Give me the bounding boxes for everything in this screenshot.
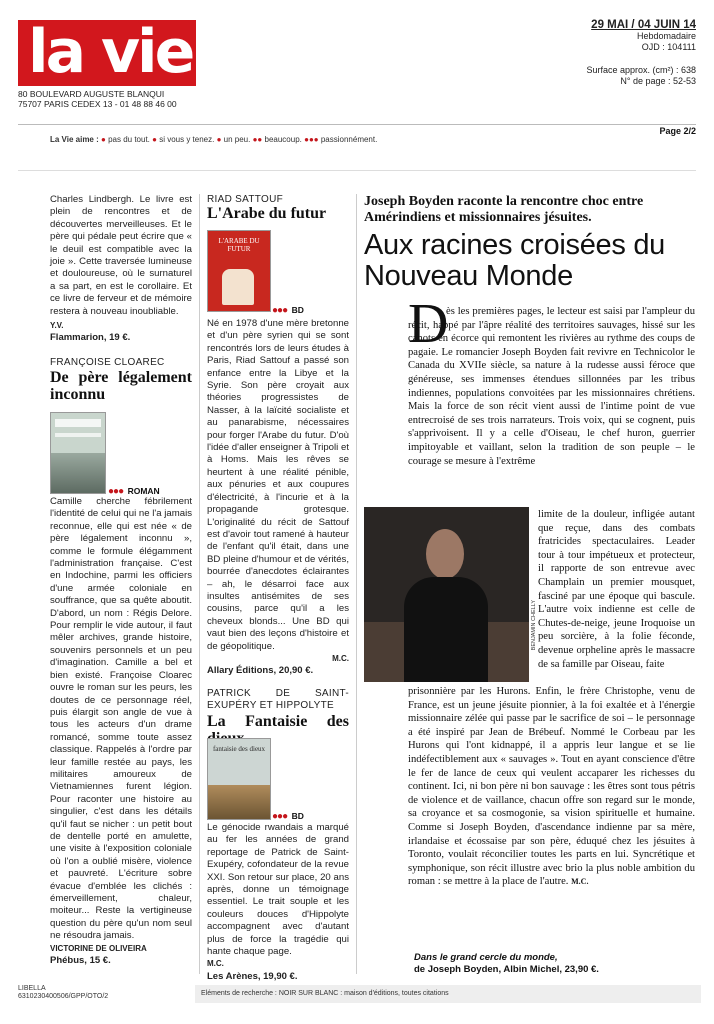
footer-line-1: LIBELLA: [18, 985, 46, 992]
book-author: FRANÇOISE CLOAREC: [50, 356, 165, 368]
review-body: [207, 318, 349, 747]
review-text: Le génocide rwandais a marqué au fer les années de grand reportage de Patrick de Saint-Exupéry, cofondateur de la revue XXI. Son retour sur place, 20 ans après, donne un témoignage essentiel. Le trait souple et les couleurs douces d'Hippolyte accompagnent avec d'autant plus de force la tragédie qui hante chaque page.: [207, 822, 349, 958]
rating-legend: [50, 135, 377, 144]
book-reference-title: Dans le grand cercle du monde,: [414, 952, 558, 963]
article-lead: ès les premières pages, le lecteur est saisi par l'ampleur du récit, happé par l'âpre réalité des territoires sauvages, hissé sur les canots en écorce qui remontent les rivières au rythme des coups de pagaie. Le romancier Joseph Boyden fait revivre en Technicolor le Canada du XVIIe siècle, sa nature à la rudesse aussi féroce que généreuse, ses immenses étendues sillonnées par les tribus indiennes, populations convoitées par les missionnaires chrétiens. Mais la force de son récit vient aussi de l'intime point de vue entrecroisé de ses trois narrateurs. Trois voix, qui se cognent, puis s'apprivoisent. Il y a celle d'Oiseau, le chef huron, guerrier impitoyable et vaillant, selon la tradition de son peuple – le courage se mesure à l'extrême: [408, 306, 695, 467]
address-line-1: 80 BOULEVARD AUGUSTE BLANQUI: [18, 89, 165, 99]
pill-icon: ●●●: [304, 135, 319, 144]
address-line-2: 75707 PARIS CEDEX 13 - 01 48 88 46 00: [18, 99, 177, 109]
legend-item: si vous y tenez.: [159, 135, 215, 144]
ojd: OJD : 104111: [641, 42, 696, 52]
pill-icon: ●: [101, 135, 106, 144]
legend-item: pas du tout.: [108, 135, 150, 144]
signature: M.C.: [207, 959, 224, 969]
signature: VICTORINE DE OLIVEIRA: [50, 943, 147, 953]
column-1: [50, 194, 192, 403]
publisher: Phébus, 15 €.: [50, 955, 111, 967]
review-text: Né en 1978 d'une mère bretonne et d'un père syrien qui se sont rencontrés lors de leurs études à Paris, Riad Sattouf a passé son enfance entre la Libye et la Syrie. Son père croyait aux théories progressistes de Nasser, à la laïcité socialiste et au panarabisme, nécessaires pour forger l'Arabe du futur. D'où l'idée d'aller enseigner à Tripoli et à Homs. Mais les rêves se heurtent à une réalité pénible, aux pénuries et aux coupures d'électricité, à l'incurie et à la propagande grotesque. L'originalité du récit de Sattouf est d'avoir tout ramené à hauteur de l'enfant qu'il était, dans une BD pleine d'humour et de vérités, bourrée d'anecdotes éclairantes – ah, le désarroi face aux insultes antisémites de ses cousins, parce qu'il a les cheveux blonds... Une BD qui vaut bien des leçons d'histoire et de géopolitique.: [207, 318, 349, 652]
pill-icon: ●●●: [108, 486, 124, 497]
author-photo: [364, 507, 529, 682]
publisher: Flammarion, 19 €.: [50, 332, 131, 344]
page-of: Page 2/2: [659, 126, 696, 136]
article-rest-text: prisonnière par les Hurons. Enfin, le frère Christophe, venu de France, est un jeune jésuite pionnier, à la foi exaltée et à l'énergie missionnaire zélée qui passe par le sacrifice de soi – le personnage a été inspiré par Jean de Brébeuf. Nommé le Corbeau par les Hurons qui l'ont kidnappé, il a appris leur langue et se lie indéfectiblement aux « sauvages ». Tout en ayant conscience d'être le fer de lance de ceux qui veulent accaparer les richesses du continent. Ici, ni bon père ni bon sauvage : les êtres sont tous pétris de violence et de vaillance, chacun offre son regard sur le monde, sa croyance et sa cosmogonie, sa vision spirituelle et humaine. Comme si Joseph Boyden, d'ascendance indienne par sa mère, irlandaise et écossaise par son père, éduqué chez les jésuites à Toronto, voulait réconcilier toutes les parts en lui. Syncrétique et symphonique, son récit illustre avec brio la plus noble ambition du roman : se mettre à la place de l'autre.: [408, 686, 695, 888]
column-2-header: [207, 194, 349, 222]
book-author: RIAD SATTOUF: [207, 194, 284, 205]
pill-icon: ●●●: [272, 811, 288, 822]
book-cover: [50, 412, 106, 494]
cover-title: fantaisie des dieux: [212, 745, 266, 753]
review-text: Camille cherche fébrilement l'identité de celui qui ne l'a jamais reconnue, elle qui est née « de père légalement inconnu », comme le formule élégamment l'administration française. C'est en Indochine, parmi les officiers d'une armée coloniale en souffrance, que sa quête aboutit. D'abord, un nom : Régis Delore. Pour remplir le vide autour, il faut mêler archives, grande histoire, souvenirs personnels et un peu d'imagination. Camille a bel et bien existé. Françoise Cloarec ouvre le roman sur les peurs, les doutes de ce personnage réel, puis élargit son angle de vue à tous les acteurs d'un drame romancé, somme toute assez classique. Rappelés à l'ordre par leur famille restée au pays, les militaires amoureux de Vietnamiennes furent légion. Pour raconter une histoire au singulier, c'est dans les détails qu'il faut se nicher : un petit bout de dentelle porté en amulette, une visite à l'exposition coloniale où l'on a oublié misère, violence et pauvreté. L'écriture sobre évacue d'emblée les clichés : émerveillement, chaleur, moiteur... Reste la vertigineuse question du père qu'un nom seul ne résoudra jamais.: [50, 496, 192, 942]
legend-item: un peu.: [223, 135, 251, 144]
column-divider: [199, 194, 200, 974]
genre-label: ROMAN: [127, 486, 160, 496]
book-reference-info: de Joseph Boyden, Albin Michel, 23,90 €.: [414, 964, 599, 975]
review-body: [50, 496, 192, 967]
genre-label: BD: [291, 811, 304, 821]
header-rule: [18, 124, 696, 125]
book-cover: [207, 738, 271, 820]
book-title: De père légalement inconnu: [50, 369, 192, 404]
kicker: Joseph Boyden raconte la rencontre choc entre Amérindiens et missionnaires jésuites.: [364, 194, 644, 225]
review-continued: Charles Lindbergh. Le livre est plein de rencontres et de découvertes merveilleuses. Et le père qui pédale peut écrire que « le deuil est compatible avec la joie ». Cette traversée lumineuse et douloureuse, où le surnaturel a sa part, en est le corollaire. Et ce livre de ferveur et de mémoire restera à nouveau inoubliable.: [50, 194, 192, 317]
issue-date: 29 MAI / 04 JUIN 14: [591, 19, 696, 31]
signature: Y.V.: [50, 321, 64, 331]
review-body: [207, 822, 349, 983]
book-title: L'Arabe du futur: [207, 205, 327, 222]
legend-rule: [18, 170, 696, 171]
rating: [272, 300, 304, 318]
page-number: N° de page : 52-53: [620, 76, 696, 86]
frequency: Hebdomadaire: [636, 31, 696, 41]
article-rest: [408, 685, 695, 889]
pill-icon: ●●●: [272, 305, 288, 316]
surface: Surface approx. (cm²) : 638: [586, 65, 696, 75]
cover-title: L'ARABE DU FUTUR: [218, 237, 260, 253]
book-title: La Fantaisie des: [207, 712, 349, 730]
book-author: PATRICK DE SAINT-EXUPÉRY ET HIPPOLYTE: [207, 687, 349, 712]
legend-item: passionnément.: [320, 135, 378, 144]
la-vie-logo: [18, 17, 196, 87]
pill-icon: ●: [152, 135, 157, 144]
publisher: Les Arènes, 19,90 €.: [207, 970, 298, 982]
drop-cap: D: [408, 293, 449, 355]
search-elements: Eléments de recherche : NOIR SUR BLANC : maison d'éditions, toutes citations: [195, 985, 701, 1003]
masthead-address: [18, 89, 177, 109]
column-divider: [356, 194, 357, 974]
photo-credit: BENJAMIN CHELLY: [531, 600, 537, 651]
logo-text: la vie: [28, 17, 193, 87]
pill-icon: ●●: [252, 135, 263, 144]
pill-icon: ●: [216, 135, 222, 144]
signature: M.C.: [571, 877, 589, 887]
signature: M.C.: [332, 653, 349, 663]
footer-id: [18, 985, 108, 1001]
publisher: Allary Éditions, 20,90 €.: [207, 665, 314, 677]
footer-line-2: 6310230400506/GPP/OTO/2: [18, 993, 109, 1000]
legend-intro: La Vie aime :: [50, 135, 99, 144]
legend-item: beaucoup.: [264, 135, 302, 144]
genre-label: BD: [291, 305, 304, 315]
book-cover: [207, 230, 271, 312]
issue-meta: [586, 20, 696, 87]
article-title: Aux racines croisées du Nouveau Monde: [364, 229, 665, 292]
article-side-text: limite de la douleur, infligée autant que reçue, dans des combats fratricides spectaculaires. Leader tour à tour impétueux et protecteur, il rapporte de son entrevue avec Champlain un premier mousquet, fasciné par une époque qui bascule. L'autre voix indienne est celle de Chutes-de-neige, jeune Iroquoise un peu sorcière, à la folie féconde, devenue orpheline après le massacre de sa famille par Oiseau, faite: [538, 509, 695, 670]
